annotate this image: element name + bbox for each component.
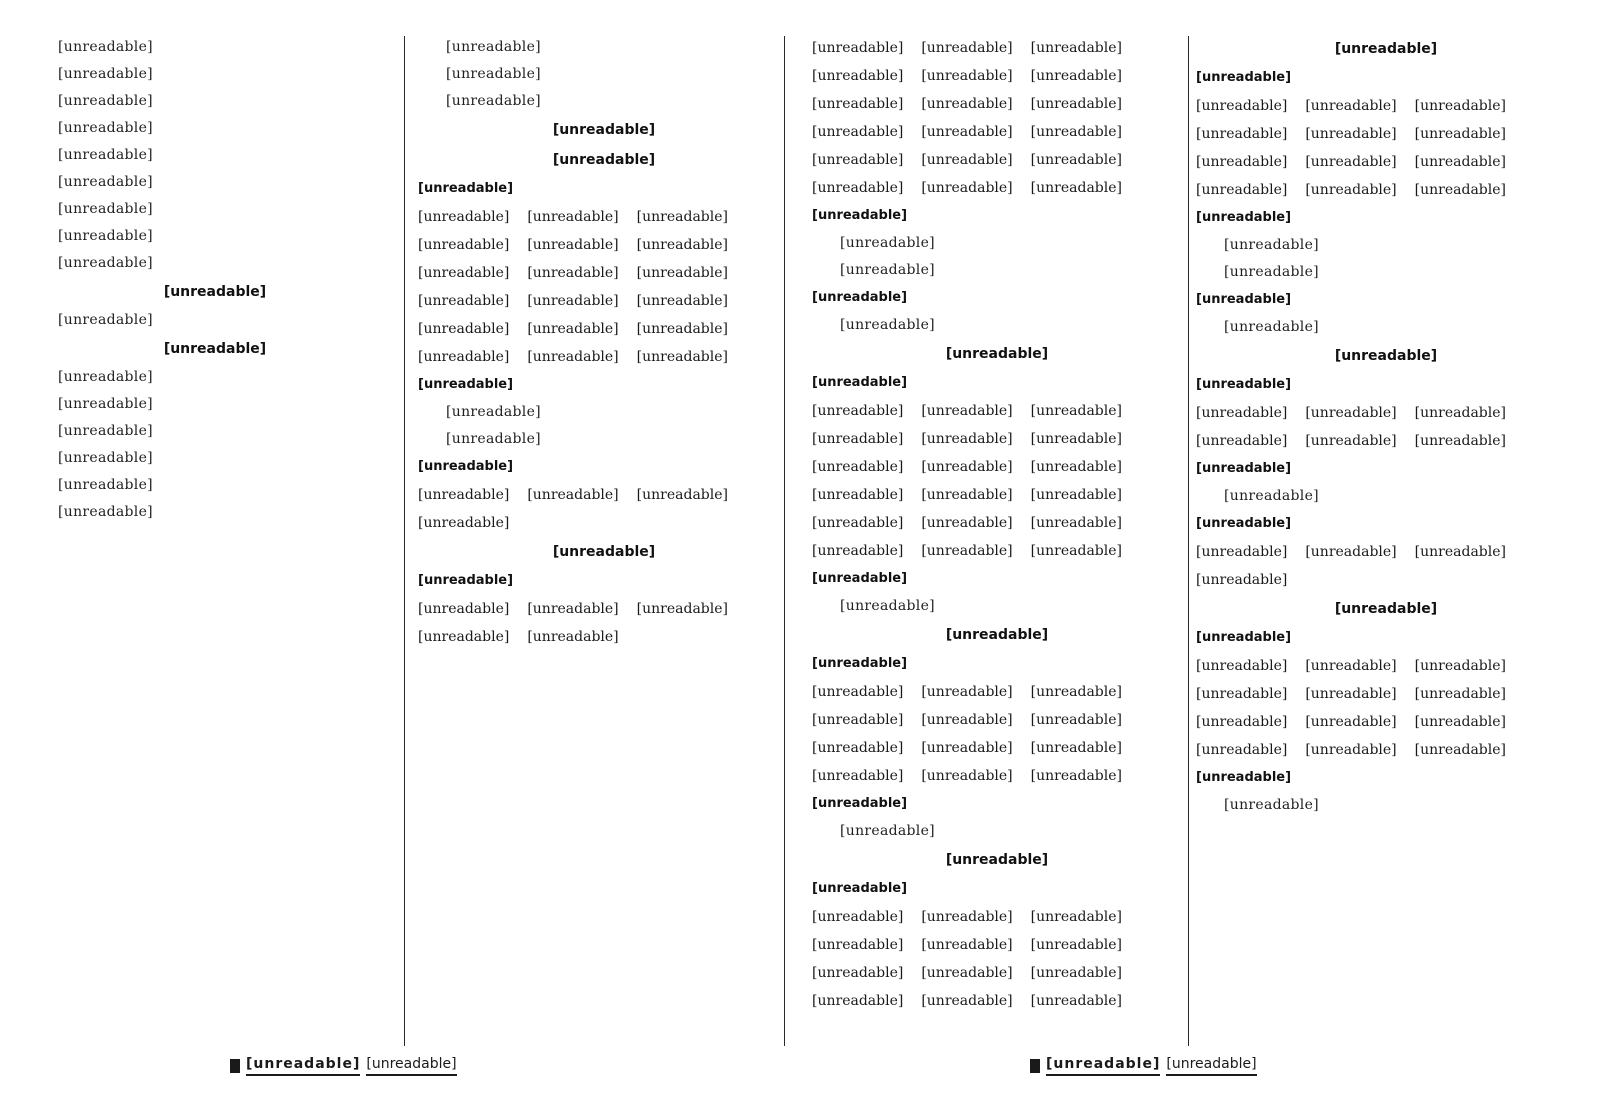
paragraph: [unreadable] bbox=[58, 93, 153, 109]
right-page-footer bbox=[1030, 1052, 1257, 1080]
word-row bbox=[1196, 652, 1576, 708]
vocabulary-word: [unreadable] bbox=[1305, 686, 1397, 702]
word-row bbox=[812, 509, 1182, 565]
paragraph: [unreadable] bbox=[58, 228, 153, 244]
vocabulary-word: [unreadable] bbox=[1030, 180, 1122, 196]
vocabulary-word: [unreadable] bbox=[812, 431, 904, 447]
vocabulary-word: [unreadable] bbox=[921, 431, 1013, 447]
paragraph: [unreadable] bbox=[58, 396, 153, 412]
vocabulary-word: [unreadable] bbox=[1030, 684, 1122, 700]
vocabulary-word: [unreadable] bbox=[1196, 742, 1288, 758]
vocabulary-word: [unreadable] bbox=[418, 321, 510, 337]
paragraph: [unreadable] bbox=[446, 404, 541, 420]
vocabulary-word: [unreadable] bbox=[527, 629, 619, 645]
vocabulary-word: [unreadable] bbox=[921, 96, 1013, 112]
word-row bbox=[812, 903, 1182, 959]
vocabulary-word: [unreadable] bbox=[527, 349, 619, 365]
exercise-label: [unreadable] bbox=[1196, 70, 1292, 85]
vocabulary-word: [unreadable] bbox=[1414, 714, 1506, 730]
exercise-label: [unreadable] bbox=[1196, 770, 1292, 785]
vocabulary-word: [unreadable] bbox=[527, 487, 619, 503]
vocabulary-word: [unreadable] bbox=[1196, 714, 1288, 730]
vocabulary-word: [unreadable] bbox=[1196, 405, 1288, 421]
exercise-label: [unreadable] bbox=[812, 571, 908, 586]
paragraph: [unreadable] bbox=[840, 598, 935, 614]
vocabulary-word: [unreadable] bbox=[1305, 98, 1397, 114]
paragraph: [unreadable] bbox=[840, 317, 935, 333]
vocabulary-word: [unreadable] bbox=[1305, 126, 1397, 142]
vocabulary-word: [unreadable] bbox=[1414, 658, 1506, 674]
vocabulary-word: [unreadable] bbox=[418, 629, 510, 645]
section-heading: [unreadable] bbox=[945, 627, 1049, 643]
vocabulary-word: [unreadable] bbox=[1030, 768, 1122, 784]
vocabulary-word: [unreadable] bbox=[921, 403, 1013, 419]
word-row bbox=[812, 397, 1182, 453]
section-heading: [unreadable] bbox=[945, 346, 1049, 362]
vocabulary-word: [unreadable] bbox=[812, 124, 904, 140]
vocabulary-word: [unreadable] bbox=[921, 152, 1013, 168]
vocabulary-word: [unreadable] bbox=[1030, 712, 1122, 728]
word-row bbox=[418, 259, 790, 315]
vocabulary-word: [unreadable] bbox=[921, 768, 1013, 784]
vocabulary-word: [unreadable] bbox=[1030, 403, 1122, 419]
section-heading: [unreadable] bbox=[945, 852, 1049, 868]
vocabulary-word: [unreadable] bbox=[812, 180, 904, 196]
paragraph: [unreadable] bbox=[58, 504, 153, 520]
vocabulary-word: [unreadable] bbox=[1196, 572, 1288, 588]
vocabulary-word: [unreadable] bbox=[1414, 98, 1506, 114]
vocabulary-word: [unreadable] bbox=[1196, 98, 1288, 114]
exercise-label: [unreadable] bbox=[812, 290, 908, 305]
word-row bbox=[812, 453, 1182, 509]
vocabulary-word: [unreadable] bbox=[812, 68, 904, 84]
vocabulary-word: [unreadable] bbox=[1414, 544, 1506, 560]
vocabulary-word: [unreadable] bbox=[636, 487, 728, 503]
footer-label: [unreadable] bbox=[1046, 1056, 1160, 1076]
vocabulary-word: [unreadable] bbox=[921, 515, 1013, 531]
vocabulary-word: [unreadable] bbox=[527, 293, 619, 309]
exercise-label: [unreadable] bbox=[1196, 377, 1292, 392]
paragraph: [unreadable] bbox=[1224, 264, 1319, 280]
vocabulary-word: [unreadable] bbox=[1414, 126, 1506, 142]
vocabulary-word: [unreadable] bbox=[418, 515, 510, 531]
vocabulary-word: [unreadable] bbox=[812, 993, 904, 1009]
vocabulary-word: [unreadable] bbox=[812, 487, 904, 503]
exercise-label: [unreadable] bbox=[812, 375, 908, 390]
vocabulary-word: [unreadable] bbox=[1414, 154, 1506, 170]
vocabulary-word: [unreadable] bbox=[921, 712, 1013, 728]
vocabulary-word: [unreadable] bbox=[812, 965, 904, 981]
column-divider bbox=[1188, 36, 1189, 1046]
vocabulary-word: [unreadable] bbox=[921, 937, 1013, 953]
exercise-label: [unreadable] bbox=[1196, 461, 1292, 476]
vocabulary-word: [unreadable] bbox=[418, 601, 510, 617]
vocabulary-word: [unreadable] bbox=[921, 180, 1013, 196]
left-page-footer bbox=[230, 1052, 457, 1080]
vocabulary-word: [unreadable] bbox=[418, 209, 510, 225]
word-row bbox=[1196, 538, 1576, 594]
paragraph: [unreadable] bbox=[58, 312, 153, 328]
vocabulary-word: [unreadable] bbox=[418, 349, 510, 365]
paragraph: [unreadable] bbox=[58, 201, 153, 217]
vocabulary-word: [unreadable] bbox=[812, 543, 904, 559]
section-heading: [unreadable] bbox=[163, 284, 267, 300]
paragraph: [unreadable] bbox=[1224, 237, 1319, 253]
section-heading: [unreadable] bbox=[1334, 41, 1438, 57]
vocabulary-word: [unreadable] bbox=[527, 209, 619, 225]
word-row bbox=[812, 34, 1182, 90]
paragraph: [unreadable] bbox=[446, 39, 541, 55]
exercise-label: [unreadable] bbox=[812, 208, 908, 223]
section-heading: [unreadable] bbox=[552, 152, 656, 168]
right-page-column-2 bbox=[1196, 34, 1576, 1056]
vocabulary-word: [unreadable] bbox=[1030, 459, 1122, 475]
word-row bbox=[812, 734, 1182, 790]
vocabulary-word: [unreadable] bbox=[418, 265, 510, 281]
vocabulary-word: [unreadable] bbox=[921, 993, 1013, 1009]
column-divider bbox=[404, 36, 405, 1046]
vocabulary-word: [unreadable] bbox=[812, 909, 904, 925]
vocabulary-word: [unreadable] bbox=[1196, 544, 1288, 560]
vocabulary-word: [unreadable] bbox=[1414, 433, 1506, 449]
paragraph: [unreadable] bbox=[1224, 488, 1319, 504]
vocabulary-word: [unreadable] bbox=[1030, 96, 1122, 112]
vocabulary-word: [unreadable] bbox=[812, 152, 904, 168]
vocabulary-word: [unreadable] bbox=[921, 68, 1013, 84]
section-heading: [unreadable] bbox=[163, 341, 267, 357]
exercise-label: [unreadable] bbox=[1196, 292, 1292, 307]
word-row bbox=[418, 203, 790, 259]
vocabulary-word: [unreadable] bbox=[1305, 544, 1397, 560]
right-page-column-1 bbox=[812, 34, 1182, 1056]
vocabulary-word: [unreadable] bbox=[636, 321, 728, 337]
exercise-label: [unreadable] bbox=[1196, 210, 1292, 225]
vocabulary-word: [unreadable] bbox=[812, 96, 904, 112]
vocabulary-word: [unreadable] bbox=[527, 265, 619, 281]
vocabulary-word: [unreadable] bbox=[1030, 937, 1122, 953]
section-heading: [unreadable] bbox=[1334, 601, 1438, 617]
paragraph: [unreadable] bbox=[58, 66, 153, 82]
vocabulary-word: [unreadable] bbox=[921, 124, 1013, 140]
word-row bbox=[812, 90, 1182, 146]
exercise-label: [unreadable] bbox=[418, 459, 514, 474]
vocabulary-word: [unreadable] bbox=[921, 40, 1013, 56]
vocabulary-word: [unreadable] bbox=[636, 209, 728, 225]
vocabulary-word: [unreadable] bbox=[1196, 433, 1288, 449]
vocabulary-word: [unreadable] bbox=[1030, 152, 1122, 168]
word-row bbox=[418, 481, 790, 537]
vocabulary-word: [unreadable] bbox=[1030, 487, 1122, 503]
paragraph: [unreadable] bbox=[1224, 319, 1319, 335]
paragraph: [unreadable] bbox=[58, 174, 153, 190]
section-heading: [unreadable] bbox=[552, 122, 656, 138]
exercise-label: [unreadable] bbox=[812, 881, 908, 896]
paragraph: [unreadable] bbox=[58, 477, 153, 493]
vocabulary-word: [unreadable] bbox=[636, 349, 728, 365]
vocabulary-word: [unreadable] bbox=[812, 937, 904, 953]
vocabulary-word: [unreadable] bbox=[812, 403, 904, 419]
vocabulary-word: [unreadable] bbox=[812, 740, 904, 756]
paragraph: [unreadable] bbox=[58, 369, 153, 385]
vocabulary-word: [unreadable] bbox=[921, 459, 1013, 475]
vocabulary-word: [unreadable] bbox=[812, 712, 904, 728]
vocabulary-word: [unreadable] bbox=[812, 768, 904, 784]
vocabulary-word: [unreadable] bbox=[1030, 993, 1122, 1009]
spine-divider bbox=[784, 36, 785, 1046]
vocabulary-word: [unreadable] bbox=[1305, 182, 1397, 198]
paragraph: [unreadable] bbox=[446, 93, 541, 109]
paragraph: [unreadable] bbox=[58, 120, 153, 136]
vocabulary-word: [unreadable] bbox=[1414, 405, 1506, 421]
exercise-label: [unreadable] bbox=[1196, 630, 1292, 645]
word-row bbox=[1196, 92, 1576, 148]
paragraph: [unreadable] bbox=[58, 147, 153, 163]
page-number: [unreadable] bbox=[366, 1056, 456, 1076]
footer-marker bbox=[230, 1059, 240, 1073]
word-row bbox=[812, 678, 1182, 734]
exercise-label: [unreadable] bbox=[418, 181, 514, 196]
vocabulary-word: [unreadable] bbox=[418, 237, 510, 253]
vocabulary-word: [unreadable] bbox=[527, 237, 619, 253]
word-row bbox=[418, 315, 790, 371]
vocabulary-word: [unreadable] bbox=[921, 740, 1013, 756]
word-row bbox=[1196, 708, 1576, 764]
vocabulary-word: [unreadable] bbox=[921, 487, 1013, 503]
vocabulary-word: [unreadable] bbox=[1196, 182, 1288, 198]
vocabulary-word: [unreadable] bbox=[921, 684, 1013, 700]
vocabulary-word: [unreadable] bbox=[1030, 909, 1122, 925]
word-row bbox=[1196, 399, 1576, 455]
paragraph: [unreadable] bbox=[58, 450, 153, 466]
vocabulary-word: [unreadable] bbox=[1305, 742, 1397, 758]
vocabulary-word: [unreadable] bbox=[527, 321, 619, 337]
vocabulary-word: [unreadable] bbox=[1030, 431, 1122, 447]
paragraph: [unreadable] bbox=[1224, 797, 1319, 813]
word-row bbox=[418, 595, 790, 651]
vocabulary-word: [unreadable] bbox=[921, 965, 1013, 981]
vocabulary-word: [unreadable] bbox=[921, 543, 1013, 559]
vocabulary-word: [unreadable] bbox=[1196, 686, 1288, 702]
vocabulary-word: [unreadable] bbox=[1030, 40, 1122, 56]
vocabulary-word: [unreadable] bbox=[812, 459, 904, 475]
vocabulary-word: [unreadable] bbox=[1414, 182, 1506, 198]
vocabulary-word: [unreadable] bbox=[1305, 714, 1397, 730]
word-row bbox=[812, 959, 1182, 1015]
exercise-label: [unreadable] bbox=[418, 573, 514, 588]
vocabulary-word: [unreadable] bbox=[1414, 686, 1506, 702]
paragraph: [unreadable] bbox=[58, 39, 153, 55]
right-page bbox=[800, 0, 1600, 1101]
vocabulary-word: [unreadable] bbox=[1030, 965, 1122, 981]
vocabulary-word: [unreadable] bbox=[1414, 742, 1506, 758]
vocabulary-word: [unreadable] bbox=[1305, 154, 1397, 170]
vocabulary-word: [unreadable] bbox=[1030, 740, 1122, 756]
vocabulary-word: [unreadable] bbox=[1196, 126, 1288, 142]
paragraph: [unreadable] bbox=[446, 431, 541, 447]
vocabulary-word: [unreadable] bbox=[636, 237, 728, 253]
paragraph: [unreadable] bbox=[58, 423, 153, 439]
paragraph: [unreadable] bbox=[446, 66, 541, 82]
vocabulary-word: [unreadable] bbox=[1030, 68, 1122, 84]
word-row bbox=[812, 146, 1182, 202]
vocabulary-word: [unreadable] bbox=[1305, 405, 1397, 421]
word-row bbox=[1196, 148, 1576, 204]
vocabulary-word: [unreadable] bbox=[1030, 543, 1122, 559]
vocabulary-word: [unreadable] bbox=[812, 40, 904, 56]
vocabulary-word: [unreadable] bbox=[636, 265, 728, 281]
vocabulary-word: [unreadable] bbox=[1030, 515, 1122, 531]
exercise-label: [unreadable] bbox=[418, 377, 514, 392]
page-number: [unreadable] bbox=[1166, 1056, 1256, 1076]
paragraph: [unreadable] bbox=[840, 235, 935, 251]
vocabulary-word: [unreadable] bbox=[418, 487, 510, 503]
paragraph: [unreadable] bbox=[58, 255, 153, 271]
section-heading: [unreadable] bbox=[552, 544, 656, 560]
vocabulary-word: [unreadable] bbox=[1305, 433, 1397, 449]
footer-label: [unreadable] bbox=[246, 1056, 360, 1076]
vocabulary-word: [unreadable] bbox=[812, 515, 904, 531]
left-page-column-1 bbox=[30, 34, 400, 1056]
vocabulary-word: [unreadable] bbox=[1196, 658, 1288, 674]
section-heading: [unreadable] bbox=[1334, 348, 1438, 364]
exercise-label: [unreadable] bbox=[812, 796, 908, 811]
vocabulary-word: [unreadable] bbox=[636, 601, 728, 617]
vocabulary-word: [unreadable] bbox=[921, 909, 1013, 925]
footer-marker bbox=[1030, 1059, 1040, 1073]
vocabulary-word: [unreadable] bbox=[1196, 154, 1288, 170]
vocabulary-word: [unreadable] bbox=[527, 601, 619, 617]
paragraph: [unreadable] bbox=[840, 262, 935, 278]
paragraph: [unreadable] bbox=[840, 823, 935, 839]
vocabulary-word: [unreadable] bbox=[1030, 124, 1122, 140]
vocabulary-word: [unreadable] bbox=[418, 293, 510, 309]
vocabulary-word: [unreadable] bbox=[1305, 658, 1397, 674]
vocabulary-word: [unreadable] bbox=[636, 293, 728, 309]
exercise-label: [unreadable] bbox=[812, 656, 908, 671]
exercise-label: [unreadable] bbox=[1196, 516, 1292, 531]
vocabulary-word: [unreadable] bbox=[812, 684, 904, 700]
left-page-column-2 bbox=[418, 34, 790, 1056]
